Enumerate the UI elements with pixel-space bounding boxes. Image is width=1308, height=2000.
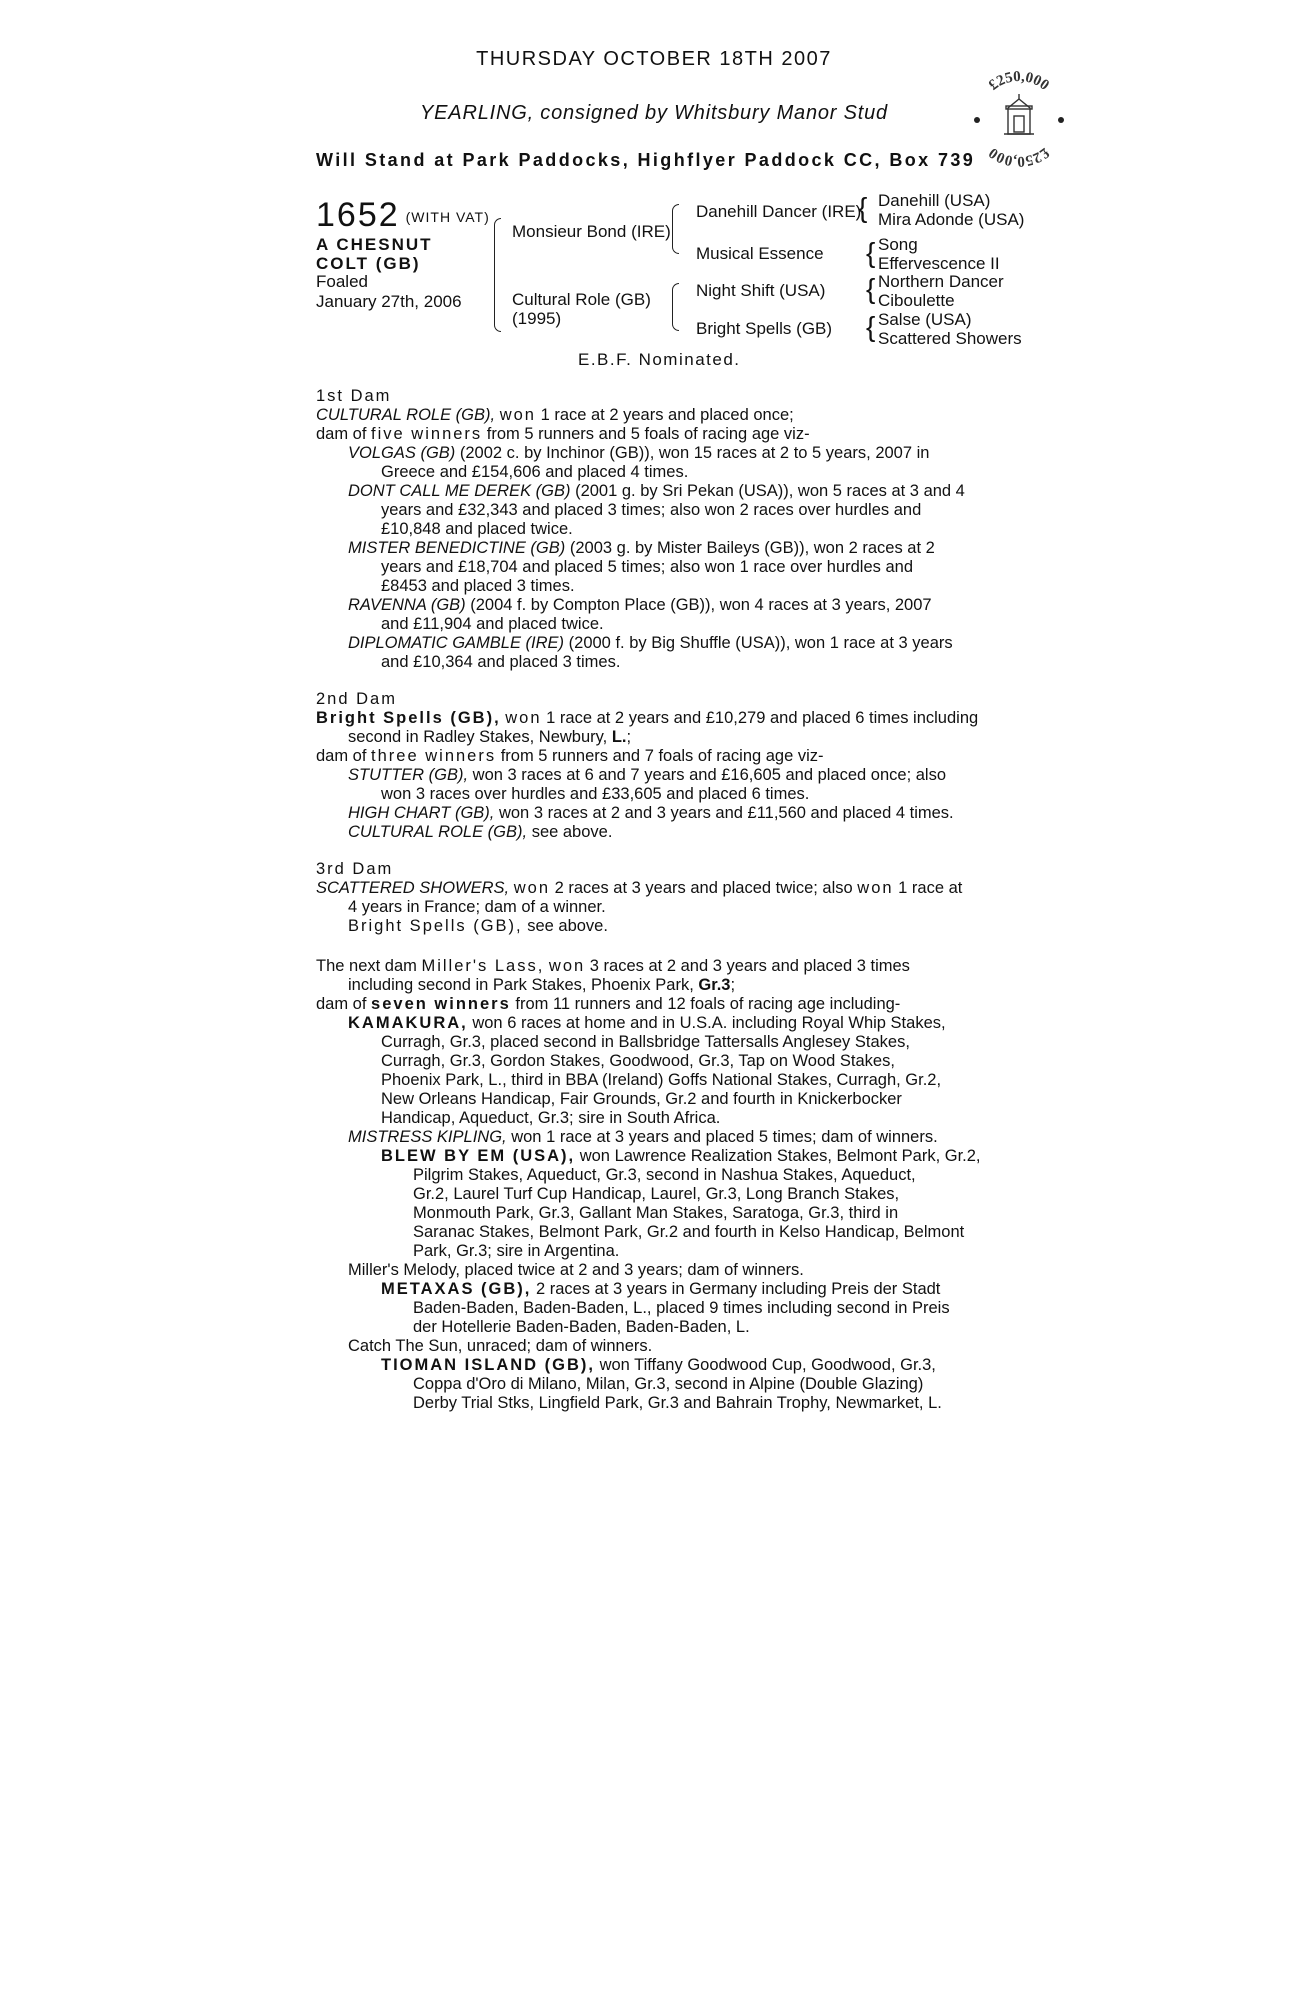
pedigree-ss: Danehill Dancer (IRE) [696,202,862,221]
dam-name: Miller's Lass, [421,957,545,975]
dam-name: Bright Spells (GB), [316,709,501,727]
consignment-line: YEARLING, consigned by Whitsbury Manor Stud [420,102,888,124]
progeny-entry: MISTER BENEDICTINE (GB) (2003 g. by Mister Baileys (GB)), won 2 races at 2 [348,539,935,557]
third-dam-section: 3rd Dam SCATTERED SHOWERS, won 2 races at 3 years and placed twice; also won 1 race at 4 years in France; dam of a winner. Bright Spells (GB), see above. [316,860,1006,936]
progeny-entry: DIPLOMATIC GAMBLE (IRE) (2000 f. by Big Shuffle (USA)), won 1 race at 3 years [348,634,953,652]
second-dam-heading: 2nd Dam [316,690,397,708]
pedigree-ds: Night Shift (USA) [696,281,826,300]
pedigree-sdd: Effervescence II [878,254,1000,273]
lot-number [316,196,490,235]
next-dam-section: The next dam Miller's Lass, won 3 races at 2 and 3 years and placed 3 times including second in Park Stakes, Phoenix Park, Gr.3; dam of seven winners from 11 runners and 12 foals of racing age including- KAMAKURA, won 6 races at home and in U.S.A. including Royal Whip Stakes, Curragh, Gr.3, placed second in Ballsbridge Tattersalls Anglesey Stakes, Curragh, Gr.3, Gordon Stakes, Goodwood, Gr.3, Tap on Wood Stakes, Phoenix Park, L., third in BBA (Ireland) Goffs National Stakes, Curragh, Gr.2, New Orleans Handicap, Fair Grounds, Gr.2 and fourth in Knickerbocker Handicap, Aqueduct, Gr.3; sire in South Africa. MISTRESS KIPLING, won 1 race at 3 years and placed 5 times; dam of winners. BLEW BY EM (USA), won Lawrence Realization Stakes, Belmont Park, Gr.2, Pilgrim Stakes, Aqueduct, Gr.3, second in Nashua Stakes, Aqueduct, Gr.2, Laurel Turf Cup Handicap, Laurel, Gr.3, Long Branch Stakes, Monmouth Park, Gr.3, Gallant Man Stakes, Saratoga, Gr.3, third in Saranac Stakes, Belmont Park, Gr.2 and fourth in Kelso Handicap, Belmont Park, Gr.3; sire in Argentina. Miller's Melody, placed twice at 2 and 3 years; dam of winners. METAXAS (GB), 2 races at 3 years in Germany including Preis der Stadt Baden-Baden, Baden-Baden, L., placed 9 times including second in Preis der Hotellerie Baden-Baden, Baden-Baden, L. Catch The Sun, unraced; dam of winners. TIOMAN ISLAND (GB), won Tiffany Goodwood Cup, Goodwood, Gr.3, Coppa d'Oro di Milano, Milan, Gr.3, second in Alpine (Double Glazing) Derby Trial Stks, Lingfield Park, Gr.3 and Bahrain Trophy, Newmarket, L. [316,957,1006,1413]
pedigree-sss: Danehill (USA) [878,191,991,210]
dam-name: CULTURAL ROLE (GB), [316,406,496,424]
vat-label: (WITH VAT) [405,209,490,226]
progeny-entry: STUTTER (GB), won 3 races at 6 and 7 years and £16,605 and placed once; also [348,766,947,784]
foaled-info [316,272,462,312]
pedigree-dsd: Ciboulette [878,291,955,310]
progeny-entry: CULTURAL ROLE (GB), see above. [348,823,613,841]
pedigree-dss: Northern Dancer [878,272,1004,291]
lot-number-value: 1652 [316,196,400,234]
progeny-entry: KAMAKURA, won 6 races at home and in U.S.A. including Royal Whip Stakes, [348,1014,946,1032]
first-dam-section: 1st Dam CULTURAL ROLE (GB), won 1 race at 2 years and placed once; dam of five winners from 5 runners and 5 foals of racing age viz- VOLGAS (GB) (2002 c. by Inchinor (GB)), won 15 races at 2 to 5 years, 2007 in Greece and £154,606 and placed 4 times. DONT CALL ME DEREK (GB) (2001 g. by Sri Pekan (USA)), won 5 races at 3 and 4 years and £32,343 and placed 3 times; also won 2 races over hurdles and £10,848 and placed twice. MISTER BENEDICTINE (GB) (2003 g. by Mister Baileys (GB)), won 2 races at 2 years and £18,704 and placed 5 times; also won 1 race over hurdles and £8453 and placed 3 times. RAVENNA (GB) (2004 f. by Compton Place (GB)), won 4 races at 3 years, 2007 and £11,904 and placed twice. DIPLOMATIC GAMBLE (IRE) (2000 f. by Big Shuffle (USA)), won 1 race at 3 years and £10,364 and placed 3 times. [316,387,1006,672]
horse-description: A CHESNUT COLT (GB) [316,235,433,273]
foaled-date: January 27th, 2006 [316,292,462,311]
progeny-entry: DONT CALL ME DEREK (GB) (2001 g. by Sri Pekan (USA)), won 5 races at 3 and 4 [348,482,965,500]
progeny-entry: RAVENNA (GB) (2004 f. by Compton Place (GB)), won 4 races at 3 years, 2007 [348,596,932,614]
pedigree-dd: Bright Spells (GB) [696,319,833,338]
progeny-entry: Miller's Melody, placed twice at 2 and 3 years; dam of winners. [348,1261,804,1279]
progeny-entry: HIGH CHART (GB), won 3 races at 2 and 3 years and £11,560 and placed 4 times. [348,804,954,822]
third-dam-heading: 3rd Dam [316,860,394,878]
first-dam-heading: 1st Dam [316,387,392,405]
progeny-entry: BLEW BY EM (USA), won Lawrence Realization Stakes, Belmont Park, Gr.2, [381,1147,981,1165]
pedigree-dam: Cultural Role (GB) [512,290,651,309]
progeny-entry: METAXAS (GB), 2 races at 3 years in Germany including Preis der Stadt [381,1280,941,1298]
progeny-entry: VOLGAS (GB) (2002 c. by Inchinor (GB)), won 15 races at 2 to 5 years, 2007 in [348,444,930,462]
dam-name: SCATTERED SHOWERS, [316,879,510,897]
ebf-nomination: E.B.F. Nominated. [578,350,741,369]
pedigree-brace-sire [672,204,679,254]
pedigree-sd: Musical Essence [696,244,824,263]
svg-text:£250,000 [986,69,1052,94]
pedigree-ssd: Mira Adonde (USA) [878,210,1025,229]
price-seal-icon [968,68,1070,170]
second-dam-section: 2nd Dam Bright Spells (GB), won 1 race at 2 years and £10,279 and placed 6 times including second in Radley Stakes, Newbury, L.; dam of three winners from 5 runners and 7 foals of racing age viz- STUTTER (GB), won 3 races at 6 and 7 years and £16,605 and placed once; also won 3 races over hurdles and £33,605 and placed 6 times. HIGH CHART (GB), won 3 races at 2 and 3 years and £11,560 and placed 4 times. CULTURAL ROLE (GB), see above. [316,690,1006,842]
pedigree-dam-year: (1995) [512,309,562,328]
progeny-entry: Catch The Sun, unraced; dam of winners. [348,1337,653,1355]
pedigree-brace-dam [672,283,679,331]
pedigree-brace-main [494,218,501,332]
progeny-entry: MISTRESS KIPLING, won 1 race at 3 years and placed 5 times; dam of winners. [348,1128,938,1146]
pedigree-ddd: Scattered Showers [878,329,1022,348]
progeny-entry: TIOMAN ISLAND (GB), won Tiffany Goodwood Cup, Goodwood, Gr.3, [381,1356,936,1374]
seal-top-text: £250,000 [986,68,1052,94]
pedigree-sire: Monsieur Bond (IRE) [512,222,671,241]
sale-date: THURSDAY OCTOBER 18TH 2007 [476,48,832,70]
pedigree-dds: Salse (USA) [878,310,972,329]
svg-text:£250,000 [986,144,1052,169]
pedigree-sds: Song [878,235,918,254]
stand-location: Will Stand at Park Paddocks, Highflyer Paddock CC, Box 739 [316,150,976,170]
foaled-label: Foaled [316,272,368,291]
seal-bottom-text: £250,000 [986,144,1052,170]
